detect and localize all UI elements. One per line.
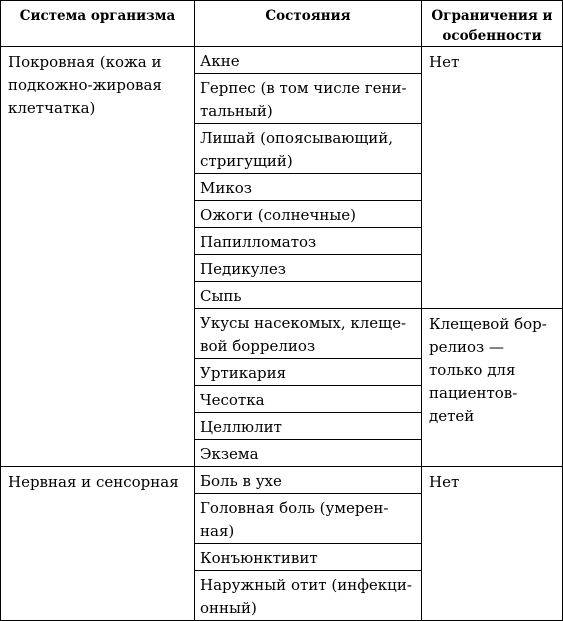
table-row	[1, 47, 563, 74]
state-cell: Уртикария	[195, 359, 422, 386]
state-cell: Головная боль (умерен-ная)	[195, 494, 422, 544]
state-cell: Герпес (в том числе гени-тальный)	[195, 74, 422, 124]
system-cell: Покровная (кожа и подкожно-жировая клетчатка)	[1, 47, 195, 467]
state-cell: Папилломатоз	[195, 228, 422, 255]
system-cell: Нервная и сенсорная	[1, 467, 195, 621]
state-cell: Наружный отит (инфекци-онный)	[195, 571, 422, 621]
state-cell: Педикулез	[195, 255, 422, 282]
limits-cell: Нет	[422, 467, 563, 621]
limits-cell: Клещевой бор-релиоз — только для пациентов-детей	[422, 309, 563, 467]
limits-cell: Нет	[422, 47, 563, 309]
state-cell: Целлюлит	[195, 413, 422, 440]
state-cell: Микоз	[195, 174, 422, 201]
state-cell: Экзема	[195, 440, 422, 467]
state-cell: Боль в ухе	[195, 467, 422, 494]
table-row	[1, 467, 563, 494]
state-cell: Сыпь	[195, 282, 422, 309]
state-cell: Акне	[195, 47, 422, 74]
state-cell: Чесотка	[195, 386, 422, 413]
header-row	[1, 1, 563, 47]
state-cell: Конъюнктивит	[195, 544, 422, 571]
state-cell: Ожоги (солнечные)	[195, 201, 422, 228]
state-cell: Укусы насекомых, клеще-вой боррелиоз	[195, 309, 422, 359]
header-system: Система организма	[1, 1, 195, 47]
state-cell: Лишай (опоясывающий, стригущий)	[195, 124, 422, 174]
header-states: Состояния	[195, 1, 422, 47]
header-limits: Ограничения и особенности	[422, 1, 563, 47]
